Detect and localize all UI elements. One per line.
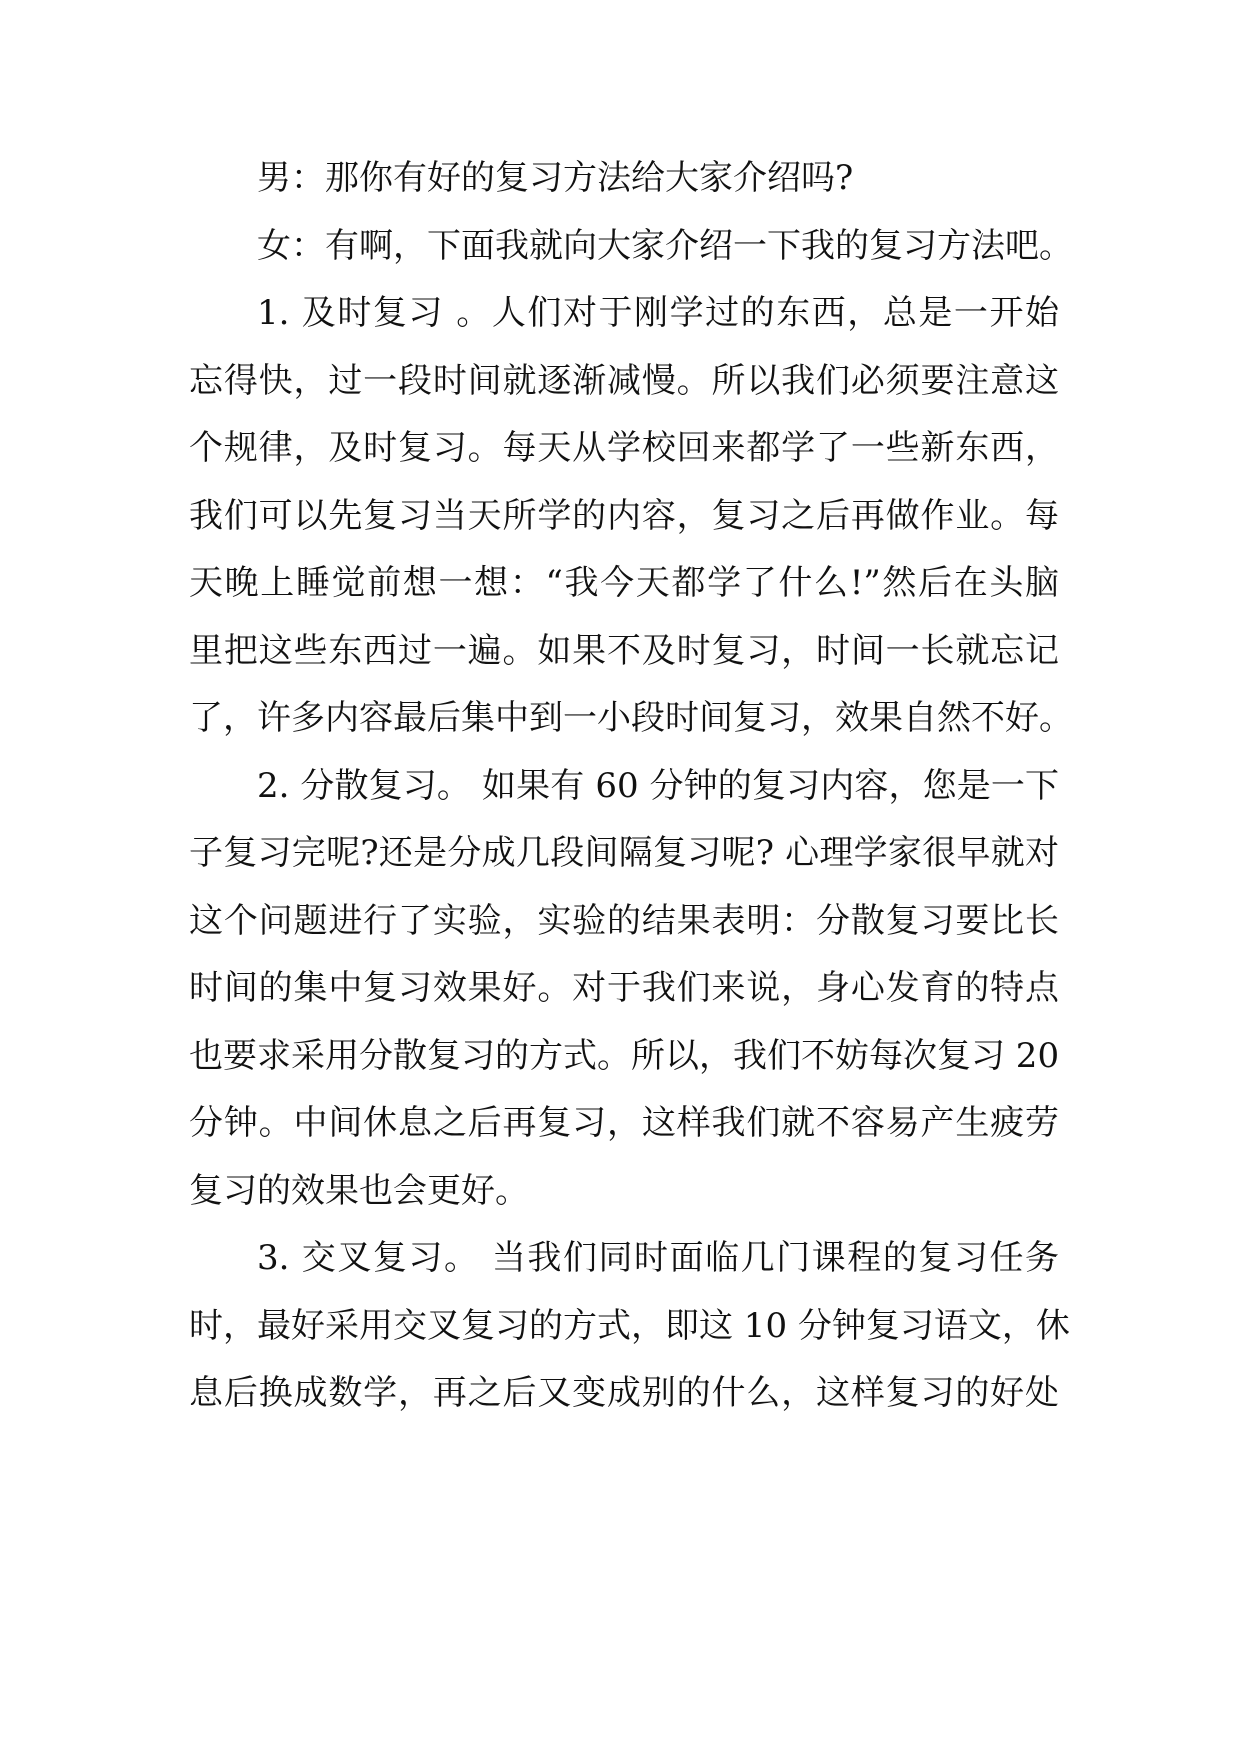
method-1-heading-line: 1. 及时复习 。人们对于刚学过的东西，总是一开始 xyxy=(257,293,1059,333)
paragraph-line: 息后换成数学，再之后又变成别的什么，这样复习的好处 xyxy=(189,1373,1059,1413)
paragraph-line: 天晚上睡觉前想一想：“我今天都学了什么!”然后在头脑 xyxy=(189,563,1059,603)
method-2-heading-line: 2. 分散复习。 如果有 60 分钟的复习内容，您是一下 xyxy=(257,766,1059,806)
paragraph-line: 复习的效果也会更好。 xyxy=(189,1171,529,1211)
paragraph-line: 个规律，及时复习。每天从学校回来都学了一些新东西， xyxy=(189,428,1059,468)
paragraph-line: 时间的集中复习效果好。对于我们来说，身心发育的特点 xyxy=(189,968,1059,1008)
dialogue-line-female: 女：有啊，下面我就向大家介绍一下我的复习方法吧。 xyxy=(257,226,1073,266)
method-3-heading-line: 3. 交叉复习。 当我们同时面临几门课程的复习任务 xyxy=(257,1238,1059,1278)
paragraph-line: 时，最好采用交叉复习的方式，即这 10 分钟复习语文，休 xyxy=(189,1306,1070,1346)
paragraph-line: 了，许多内容最后集中到一小段时间复习，效果自然不好。 xyxy=(189,698,1073,738)
dialogue-line-male: 男：那你有好的复习方法给大家介绍吗? xyxy=(257,158,854,198)
paragraph-line: 也要求采用分散复习的方式。所以，我们不妨每次复习 20 xyxy=(189,1036,1060,1076)
paragraph-line: 这个问题进行了实验，实验的结果表明：分散复习要比长 xyxy=(189,901,1059,941)
paragraph-line: 我们可以先复习当天所学的内容，复习之后再做作业。每 xyxy=(189,496,1059,536)
paragraph-line: 分钟。中间休息之后再复习，这样我们就不容易产生疲劳 xyxy=(189,1103,1059,1143)
paragraph-line: 子复习完呢?还是分成几段间隔复习呢? 心理学家很早就对 xyxy=(189,833,1059,873)
paragraph-line: 里把这些东西过一遍。如果不及时复习，时间一长就忘记 xyxy=(189,631,1059,671)
paragraph-line: 忘得快，过一段时间就逐渐减慢。所以我们必须要注意这 xyxy=(189,361,1059,401)
